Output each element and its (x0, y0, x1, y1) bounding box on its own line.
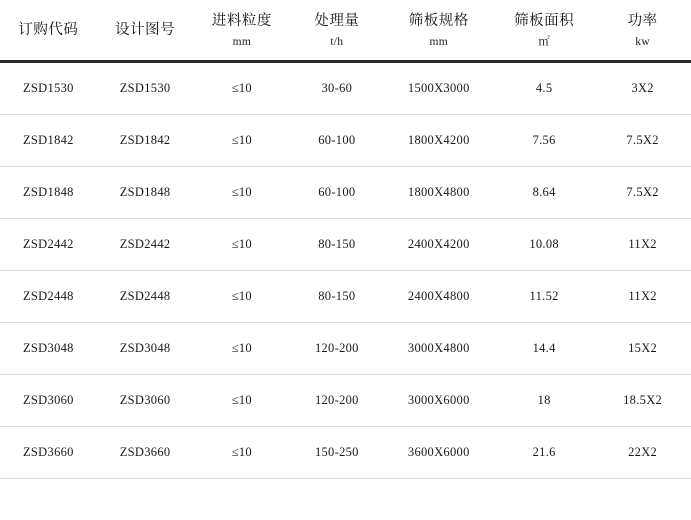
cell-power: 7.5X2 (626, 185, 659, 200)
cell-capacity: 30-60 (321, 81, 353, 96)
cell-screen-area: 18 (537, 393, 551, 408)
table-body (0, 62, 691, 479)
cell-capacity: 80-150 (318, 289, 356, 304)
cell-screen-spec: 1800X4800 (407, 185, 470, 200)
cell-order-code: ZSD2442 (23, 237, 74, 252)
table-row (0, 62, 691, 115)
cell-power: 11X2 (628, 289, 657, 304)
table-row (0, 167, 691, 219)
header-row (0, 0, 691, 62)
cell-screen-spec: 3600X6000 (407, 445, 470, 460)
column-header-title: 筛板面积 (514, 13, 575, 29)
cell-screen-area: 11.52 (529, 289, 559, 304)
cell-order-code: ZSD3060 (23, 393, 74, 408)
cell-power: 22X2 (628, 445, 658, 460)
cell-capacity: 60-100 (318, 185, 356, 200)
cell-feed-size: ≤10 (231, 185, 252, 200)
table-row (0, 427, 691, 479)
cell-power: 3X2 (631, 81, 654, 96)
column-header-unit: t/h (330, 35, 344, 48)
cell-order-code: ZSD3660 (23, 445, 74, 460)
cell-power: 7.5X2 (626, 133, 659, 148)
cell-order-code: ZSD2448 (23, 289, 74, 304)
cell-screen-spec: 2400X4800 (407, 289, 470, 304)
column-header-title: 订购代码 (18, 22, 79, 39)
column-header-power (594, 0, 691, 62)
cell-screen-area: 14.4 (532, 341, 556, 356)
column-header-unit: kw (635, 35, 650, 48)
cell-screen-spec: 1800X4200 (407, 133, 470, 148)
cell-feed-size: ≤10 (231, 237, 252, 252)
cell-drawing-number: ZSD1842 (119, 133, 171, 148)
cell-screen-spec: 2400X4200 (407, 237, 470, 252)
cell-screen-spec: 1500X3000 (407, 81, 470, 96)
cell-screen-area: 10.08 (529, 237, 559, 252)
cell-order-code: ZSD3048 (23, 341, 74, 356)
column-header-unit: mm (429, 35, 448, 48)
cell-screen-area: 21.6 (532, 445, 556, 460)
cell-power: 18.5X2 (623, 393, 663, 408)
cell-order-code: ZSD1530 (23, 81, 74, 96)
column-header-title: 进料粒度 (211, 13, 272, 29)
cell-feed-size: ≤10 (231, 445, 252, 460)
cell-capacity: 150-250 (314, 445, 359, 460)
column-header-screen-spec (383, 0, 494, 62)
cell-power: 11X2 (628, 237, 657, 252)
column-header-title: 功率 (627, 13, 658, 29)
column-header-title: 筛板规格 (408, 13, 469, 29)
column-header-feed-size (193, 0, 290, 62)
cell-capacity: 120-200 (314, 341, 359, 356)
cell-screen-spec: 3000X6000 (407, 393, 470, 408)
cell-drawing-number: ZSD3048 (119, 341, 171, 356)
cell-feed-size: ≤10 (231, 133, 252, 148)
column-header-title: 处理量 (314, 13, 360, 29)
table-row (0, 323, 691, 375)
column-header-unit: mm (232, 35, 252, 48)
cell-drawing-number: ZSD1530 (119, 81, 171, 96)
cell-screen-area: 4.5 (535, 81, 553, 96)
cell-screen-spec: 3000X4800 (407, 341, 470, 356)
cell-screen-area: 7.56 (532, 133, 556, 148)
column-header-unit: ㎡ (538, 35, 551, 48)
cell-drawing-number: ZSD2442 (119, 237, 171, 252)
cell-drawing-number: ZSD2448 (119, 289, 171, 304)
column-header-drawing-number (97, 0, 194, 62)
cell-order-code: ZSD1848 (23, 185, 74, 200)
column-header-capacity (290, 0, 383, 62)
table-row (0, 271, 691, 323)
cell-capacity: 80-150 (318, 237, 356, 252)
cell-drawing-number: ZSD1848 (119, 185, 171, 200)
cell-capacity: 60-100 (318, 133, 356, 148)
cell-feed-size: ≤10 (231, 81, 252, 96)
cell-feed-size: ≤10 (231, 289, 252, 304)
cell-power: 15X2 (628, 341, 658, 356)
cell-drawing-number: ZSD3660 (119, 445, 171, 460)
table-header (0, 0, 691, 62)
column-header-screen-area (494, 0, 594, 62)
table-row (0, 219, 691, 271)
cell-capacity: 120-200 (314, 393, 359, 408)
cell-feed-size: ≤10 (231, 393, 252, 408)
cell-order-code: ZSD1842 (23, 133, 74, 148)
cell-drawing-number: ZSD3060 (119, 393, 171, 408)
table-row (0, 375, 691, 427)
table-row (0, 115, 691, 167)
column-header-order-code (0, 0, 97, 62)
cell-feed-size: ≤10 (231, 341, 252, 356)
cell-screen-area: 8.64 (532, 185, 556, 200)
column-header-title: 设计图号 (115, 22, 176, 39)
